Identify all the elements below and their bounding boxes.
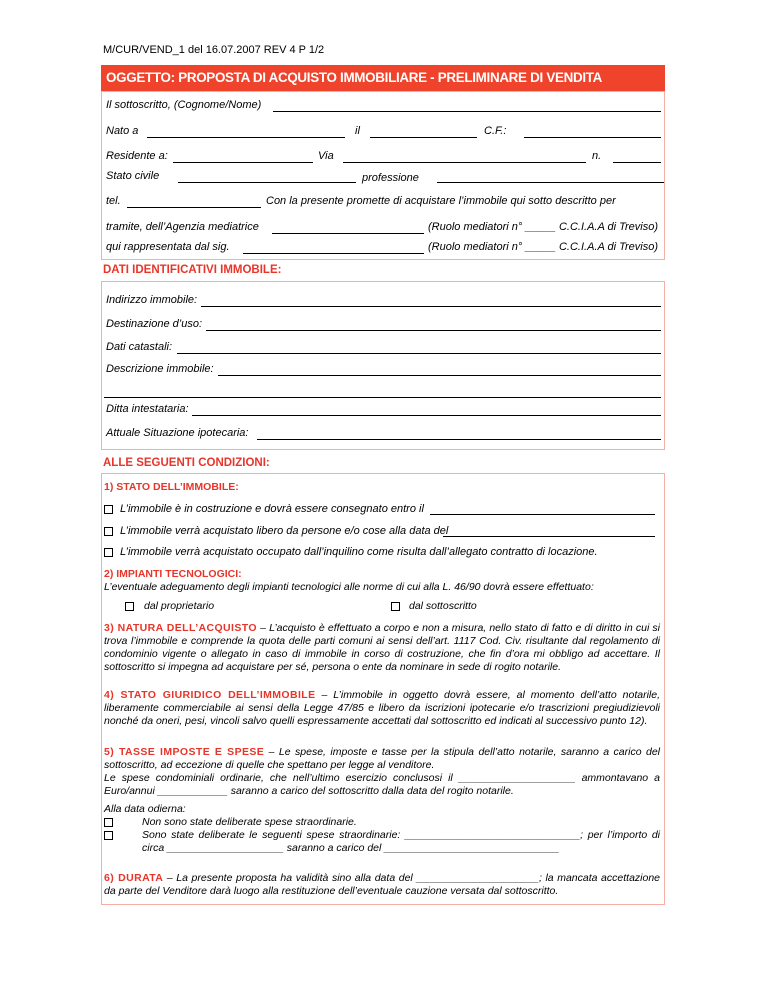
field-stato-civile[interactable]: [178, 182, 356, 183]
ruolo-mediatori-2: (Ruolo mediatori n° _____ C.C.I.A.A di Treviso): [428, 241, 658, 253]
page-title: OGGETTO: PROPOSTA DI ACQUISTO IMMOBILIARE - PRELIMINARE DI VENDITA: [101, 65, 665, 91]
label-professione: professione: [362, 172, 419, 184]
label-cf: C.F.:: [484, 125, 507, 137]
title-tasse: 5) TASSE IMPOSTE E SPESE: [104, 746, 265, 758]
field-indirizzo[interactable]: [201, 306, 661, 307]
field-descrizione[interactable]: [218, 375, 661, 376]
option-no-straordinarie: Non sono state deliberate spese straordinarie.: [142, 816, 357, 828]
title-durata: 6) DURATA: [104, 872, 164, 884]
field-data-libero[interactable]: [443, 536, 655, 537]
subsection-impianti: 2) IMPIANTI TECNOLOGICI:: [104, 568, 242, 580]
label-catastali: Dati catastali:: [106, 341, 173, 353]
label-il: il: [355, 125, 360, 137]
text-giuridico: – L’immobile in oggetto dovrà essere, al momento dell’atto notarile, liberamente commerciabile ai sensi della Legge 47/85 e libero da iscrizioni ipotecarie e/o trascrizioni pregiudizievoli nonché da oneri, pesi, vincoli salvo quelli espressamente accettati dal sottoscritto ed indicati al successivo punto 12).: [104, 689, 660, 727]
text-natura: – L’acquisto è effettuato a corpo e non a misura, nello stato di fatto e di diritto in cui si trova l’immobile e comprende la quota delle parti comuni ai sensi dell’art. 1117 Cod. Civ. risultante dal regolamento di condominio vigente o allegato in caso di immobile in corso di costruzione, che fin d’ora mi obbligo ad accettare. Il sottoscritto si impegna ad acquistare per sé, persona o ente da nominare in sede di rogito notarile.: [104, 622, 660, 673]
checkbox-occupato[interactable]: [104, 548, 113, 557]
field-catastali[interactable]: [177, 353, 661, 354]
field-destinazione[interactable]: [206, 330, 661, 331]
field-tel[interactable]: [127, 207, 261, 208]
option-occupato: L’immobile verrà acquistato occupato dall’inquilino come risulta dall’allegato contratto di locazione.: [120, 546, 598, 558]
checkbox-sottoscritto[interactable]: [391, 602, 400, 611]
option-libero: L’immobile verrà acquistato libero da persone e/o cose alla data del: [120, 525, 449, 537]
paragraph-giuridico: [104, 689, 660, 728]
field-numero[interactable]: [613, 162, 661, 163]
label-descrizione: Descrizione immobile:: [106, 363, 214, 375]
field-data-consegna[interactable]: [430, 514, 655, 515]
section-title-condizioni: ALLE SEGUENTI CONDIZIONI:: [103, 457, 270, 469]
impianti-text: L’eventuale adeguamento degli impianti tecnologici alle norme di cui alla L. 46/90 dovrà essere effettuato:: [104, 581, 594, 593]
title-natura: 3) NATURA DELL’ACQUISTO: [104, 622, 257, 634]
field-data-nascita[interactable]: [370, 137, 477, 138]
title-giuridico: 4) STATO GIURIDICO DELL’IMMOBILE: [104, 689, 316, 701]
label-residente: Residente a:: [106, 150, 168, 162]
field-ipotecaria[interactable]: [257, 439, 661, 440]
field-agenzia[interactable]: [272, 233, 424, 234]
ruolo-mediatori-1: (Ruolo mediatori n° _____ C.C.I.A.A di Treviso): [428, 221, 658, 233]
checkbox-in-costruzione[interactable]: [104, 505, 113, 514]
label-destinazione: Destinazione d’uso:: [106, 318, 203, 330]
text-durata: – La presente proposta ha validità sino alla data del _____________________; la mancata accettazione da parte del Venditore darà luogo alla restituzione dell’eventuale cauzione versata dal sottoscritto.: [104, 872, 661, 897]
paragraph-tasse: [104, 746, 660, 798]
field-cf[interactable]: [524, 137, 661, 138]
document-code: M/CUR/VEND_1 del 16.07.2007 REV 4 P 1/2: [103, 44, 325, 56]
label-rappresentata: qui rappresentata dal sig.: [106, 241, 230, 253]
label-via: Via: [318, 150, 334, 162]
label-numero: n.: [592, 150, 602, 162]
field-professione[interactable]: [437, 182, 664, 183]
checkbox-proprietario[interactable]: [125, 602, 134, 611]
label-ditta: Ditta intestataria:: [106, 403, 189, 415]
option-straordinarie: Sono state deliberate le seguenti spese straordinarie: ______________________________; per l’importo di circa ____________________ saranno a carico del ______________________________: [142, 829, 660, 854]
field-nato-a[interactable]: [147, 137, 345, 138]
field-cognome-nome[interactable]: [273, 111, 661, 112]
label-indirizzo: Indirizzo immobile:: [106, 294, 198, 306]
option-proprietario: dal proprietario: [144, 600, 215, 612]
option-sottoscritto: dal sottoscritto: [409, 600, 477, 612]
text-tasse-2: Le spese condominiali ordinarie, che nell’ultimo esercizio conclusosi il ____________________ ammontavano a Euro/annui ____________ saranno a carico del sottoscritto dalla data del rogito notarile.: [104, 772, 660, 797]
checkbox-libero[interactable]: [104, 527, 113, 536]
label-alla-data: Alla data odierna:: [104, 803, 186, 815]
field-residente[interactable]: [173, 162, 313, 163]
label-cognome-nome: Il sottoscritto, (Cognome/Nome): [106, 99, 262, 111]
option-in-costruzione: L’immobile è in costruzione e dovrà essere consegnato entro il: [120, 503, 424, 515]
promise-text: Con la presente promette di acquistare l’immobile qui sotto descritto per: [266, 195, 616, 207]
label-nato-a: Nato a: [106, 125, 139, 137]
field-ditta[interactable]: [192, 415, 661, 416]
field-rappresentante[interactable]: [243, 253, 424, 254]
paragraph-durata: [104, 872, 660, 898]
label-ipotecaria: Attuale Situazione ipotecaria:: [106, 427, 249, 439]
label-agenzia: tramite, dell’Agenzia mediatrice: [106, 221, 259, 233]
label-stato-civile: Stato civile: [106, 170, 160, 182]
checkbox-no-straordinarie[interactable]: [104, 818, 113, 827]
text-tasse-1: – Le spese, imposte e tasse per la stipula dell’atto notarile, saranno a carico del sottoscritto, ad eccezione di quelle che spettano per legge al venditore.: [104, 746, 661, 771]
subsection-stato: 1) STATO DELL’IMMOBILE:: [104, 481, 239, 493]
section-title-dati: DATI IDENTIFICATIVI IMMOBILE:: [103, 264, 282, 276]
field-descrizione-2[interactable]: [104, 397, 661, 398]
paragraph-natura: [104, 622, 660, 674]
field-via[interactable]: [343, 162, 586, 163]
label-tel: tel.: [106, 195, 121, 207]
checkbox-straordinarie[interactable]: [104, 831, 113, 840]
